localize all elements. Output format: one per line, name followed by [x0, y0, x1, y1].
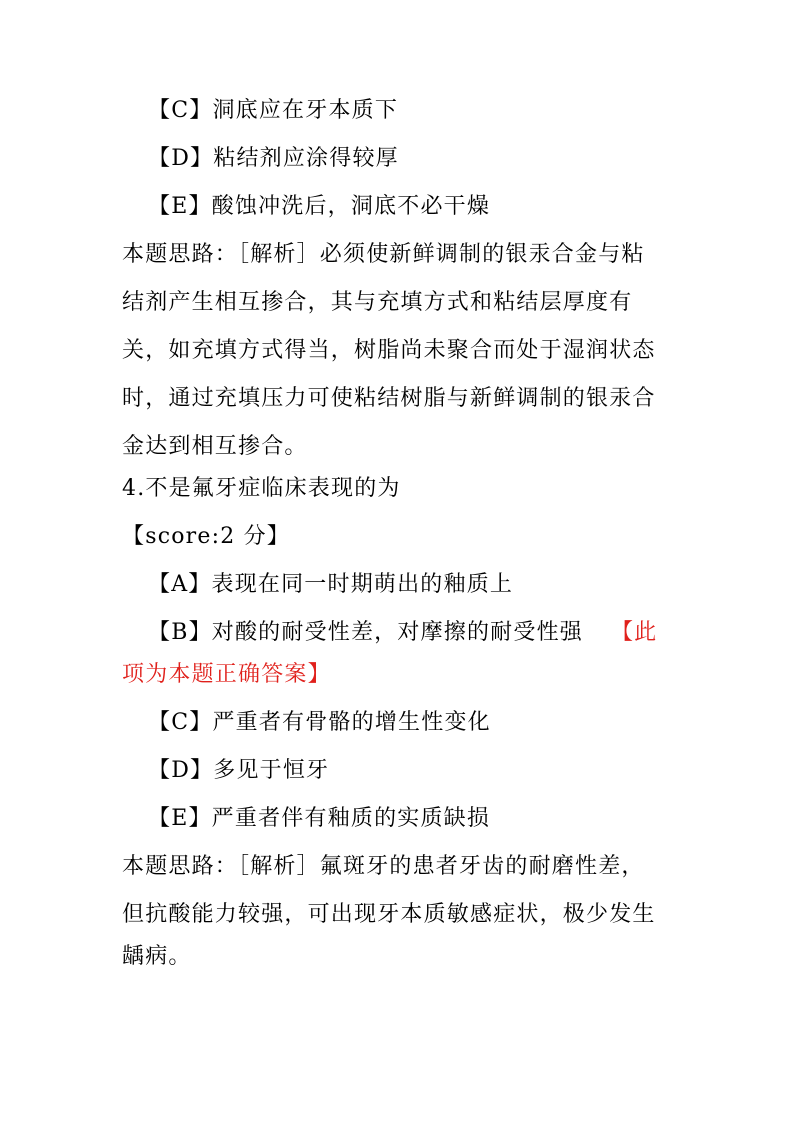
option-text: 多见于恒牙 — [213, 758, 330, 783]
option-text: 严重者有骨骼的增生性变化 — [212, 710, 491, 735]
q4-option-b — [148, 618, 657, 648]
q3-explanation-line: 金达到相互掺合。 — [122, 434, 308, 459]
option-text: 洞底应在牙本质下 — [212, 98, 399, 123]
q3-option-c — [148, 96, 398, 126]
option-text: 表现在同一时期萌出的釉质上 — [211, 572, 514, 597]
option-label: 【D】 — [148, 758, 214, 783]
q4-explanation-line: 但抗酸能力较强，可出现牙本质敏感症状，极少发生 — [122, 902, 656, 927]
q4-score: 【score:2 分】 — [122, 524, 290, 549]
q4-option-e — [148, 804, 490, 834]
q3-explanation-line: 本题思路：［解析］必须使新鲜调制的银汞合金与粘 — [122, 242, 645, 267]
q3-option-e — [148, 192, 490, 222]
option-label: 【A】 — [148, 572, 212, 597]
q4-option-c — [148, 708, 491, 738]
option-label: 【E】 — [148, 806, 212, 831]
option-label: 【E】 — [148, 194, 212, 219]
q4-question: 4.不是氟牙症临床表现的为 — [122, 476, 401, 501]
q4-explanation-line: 本题思路：［解析］氟斑牙的患者牙齿的耐磨性差， — [122, 854, 645, 879]
q4-option-a — [148, 570, 513, 600]
option-text: 粘结剂应涂得较厚 — [213, 146, 399, 171]
correct-answer-marker: 【此 — [610, 620, 658, 645]
option-label: 【D】 — [148, 146, 214, 171]
option-label: 【C】 — [148, 710, 213, 735]
q3-explanation-line: 结剂产生相互掺合，其与充填方式和粘结层厚度有 — [122, 290, 633, 315]
option-text: 严重者伴有釉质的实质缺损 — [211, 806, 491, 831]
q3-explanation-line: 时，通过充填压力可使粘结树脂与新鲜调制的银汞合 — [122, 386, 656, 411]
option-label: 【C】 — [148, 98, 213, 123]
option-label: 【B】 — [148, 620, 212, 645]
q3-explanation-line: 关，如充填方式得当，树脂尚未聚合而处于湿润状态 — [122, 338, 656, 363]
q4-option-d — [148, 756, 329, 786]
option-text: 酸蚀冲洗后，洞底不必干燥 — [211, 194, 491, 219]
correct-answer-marker-continued: 项为本题正确答案】 — [122, 662, 331, 687]
option-text: 对酸的耐受性差，对摩擦的耐受性强 — [211, 620, 583, 645]
q4-explanation-line: 龋病。 — [122, 944, 192, 969]
q3-option-d — [148, 144, 399, 174]
